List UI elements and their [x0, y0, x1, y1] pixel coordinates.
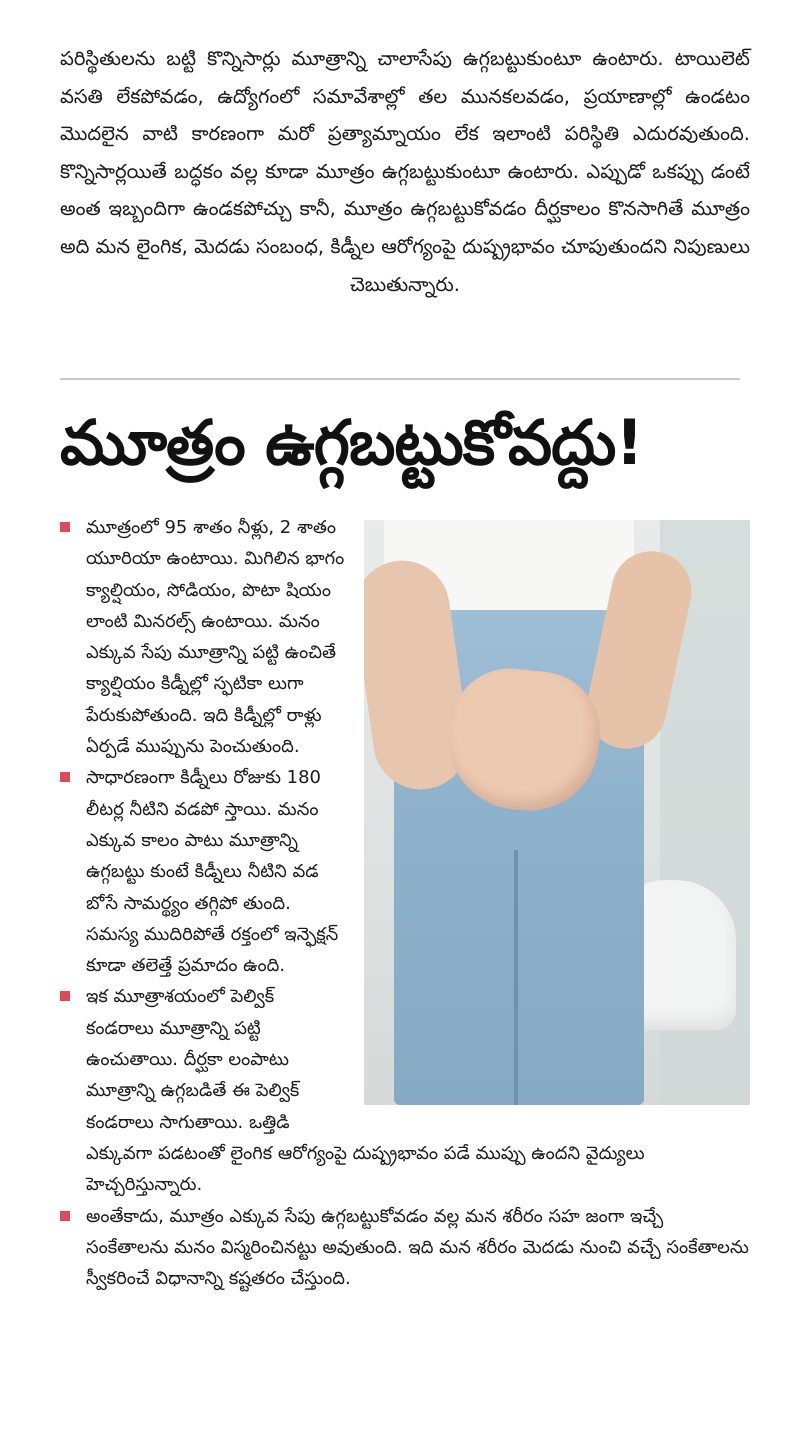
- bullet-item-2: [60, 762, 750, 981]
- square-bullet-icon: [60, 522, 70, 532]
- headline: మూత్రం ఉగ్గబట్టుకోవద్దు!: [60, 406, 643, 479]
- article-body: [60, 512, 750, 1294]
- bullet-text-4: అంతేకాదు, మూత్రం ఎక్కువ సేపు ఉగ్గబట్టుకోవడం వల్ల మన శరీరం సహ జంగా ఇచ్చే సంకేతాలను మనం విస్మరించినట్టు అవుతుంది. ఇది మన శరీరం మెదడు నుంచి వచ్చే సంకేతాలను స్వీకరించే విధానాన్ని కష్టతరం చేస్తుంది.: [86, 1205, 749, 1290]
- bullet-item-3: [60, 981, 750, 1200]
- square-bullet-icon: [60, 991, 70, 1001]
- intro-paragraph: పరిస్థితులను బట్టి కొన్నిసార్లు మూత్రాన్ని చాలాసేపు ఉగ్గబట్టుకుంటూ ఉంటారు. టాయిలెట్ వసతి లేకపోవడం, ఉద్యోగంలో సమావేశాల్లో తల మునకలవడం, ప్రయాణాల్లో ఉండటం మొదలైన వాటి కారణంగా మరో ప్రత్యామ్నాయం లేక ఇలాంటి పరిస్థితి ఎదురవుతుంది. కొన్నిసార్లయితే బద్ధకం వల్ల కూడా మూత్రం ఉగ్గబట్టుకుంటూ ఉంటారు. ఎప్పుడో ఒకప్పు డంటే అంత ఇబ్బందిగా ఉండకపోచ్చు కానీ, మూత్రం ఉగ్గబట్టుకోవడం దీర్ఘకాలం కొనసాగితే మూత్రం అది మన లైంగిక, మెదడు సంబంధ, కిడ్నీల ఆరోగ్యంపై దుష్ప్రభావం చూపుతుందని నిపుణులు చెబుతున్నారు.: [60, 47, 750, 296]
- square-bullet-icon: [60, 772, 70, 782]
- bullet-text-3: ఇక మూత్రాశయంలో పెల్విక్ కండరాలు మూత్రాన్ని పట్టి ఉంచుతాయి. దీర్ఘకా లంపాటు మూత్రాన్ని ఉగ్గబడితే ఈ పెల్విక్ కండరాలు సాగుతాయి. ఒత్తిడి ఎక్కువగా పడటంతో లైంగిక ఆరోగ్యంపై దుష్ప్రభావం పడే ముప్పు ఉందని వైద్యులు హెచ్చరిస్తున్నారు.: [86, 986, 645, 1196]
- bullet-item-1: [60, 512, 750, 762]
- divider: [60, 378, 740, 380]
- bullet-text-1: మూత్రంలో 95 శాతం నీళ్లు, 2 శాతం యూరియా ఉంటాయి. మిగిలిన భాగం క్యాల్షియం, సోడియం, పొటా షియం లాంటి మినరల్స్ ఉంటాయి. మనం ఎక్కువ సేపు మూత్రాన్ని పట్టి ఉంచితే క్యాల్షియం కిడ్నీల్లో స్ఫటికా లుగా పేరుకుపోతుంది. ఇది కిడ్నీల్లో రాళ్లు ఏర్పడే ముప్పును పెంచుతుంది.: [86, 517, 345, 758]
- bullet-item-4: [60, 1201, 750, 1295]
- square-bullet-icon: [60, 1211, 70, 1221]
- bullet-text-2: సాధారణంగా కిడ్నీలు రోజుకు 180 లీటర్ల నీటిని వడపో స్తాయి. మనం ఎక్కువ కాలం పాటు మూత్రాన్ని ఉగ్గబట్టు కుంటే కిడ్నీలు నీటిని వడ బోసే సామర్థ్యం తగ్గిపో తుంది. సమస్య ముదిరిపోతే రక్తంలో ఇన్ఫెక్షన్ కూడా తలెత్తే ప్రమాదం ఉంది.: [86, 767, 339, 977]
